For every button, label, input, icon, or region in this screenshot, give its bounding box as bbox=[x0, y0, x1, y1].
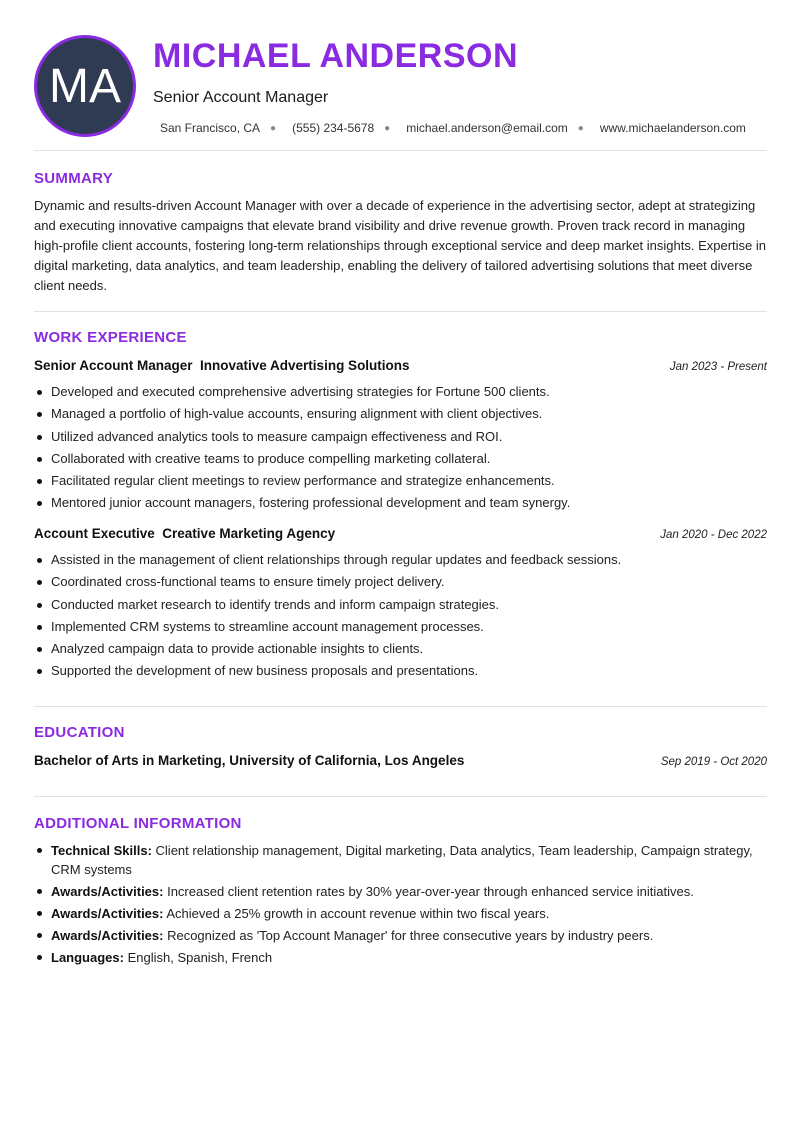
summary-heading: SUMMARY bbox=[34, 170, 114, 187]
info-value: Increased client retention rates by 30% year-over-year through enhanced service initiatives. bbox=[163, 884, 694, 899]
list-item bbox=[51, 841, 784, 879]
education-degree: Bachelor of Arts in Marketing, University of California, Los Angeles bbox=[34, 753, 465, 768]
info-label: Languages: bbox=[51, 950, 124, 965]
candidate-title: Senior Account Manager bbox=[153, 89, 329, 106]
info-value: Client relationship management, Digital marketing, Data analytics, Team leadership, Campaign strategy, CRM systems bbox=[51, 843, 753, 877]
avatar-initials: MA bbox=[49, 59, 121, 113]
list-item: Managed a portfolio of high-value accounts, ensuring alignment with client objectives. bbox=[51, 403, 784, 425]
job-role: Senior Account Manager Innovative Advertising Solutions bbox=[34, 358, 410, 373]
list-item bbox=[51, 948, 784, 967]
info-label: Awards/Activities: bbox=[51, 906, 164, 921]
list-item: Analyzed campaign data to provide actionable insights to clients. bbox=[51, 638, 784, 660]
list-item: Utilized advanced analytics tools to measure campaign effectiveness and ROI. bbox=[51, 426, 784, 448]
list-item: Developed and executed comprehensive advertising strategies for Fortune 500 clients. bbox=[51, 381, 784, 403]
section-divider bbox=[34, 706, 767, 707]
contact-website[interactable]: www.michaelanderson.com bbox=[599, 121, 746, 135]
list-item bbox=[51, 926, 784, 945]
avatar bbox=[34, 35, 136, 137]
list-item: Mentored junior account managers, fostering professional development and team synergy. bbox=[51, 492, 784, 514]
info-label: Awards/Activities: bbox=[51, 928, 164, 943]
list-item: Implemented CRM systems to streamline account management processes. bbox=[51, 616, 784, 638]
contact-separator: ● bbox=[270, 122, 277, 134]
contact-separator: ● bbox=[577, 122, 584, 134]
info-value: Recognized as 'Top Account Manager' for three consecutive years by industry peers. bbox=[163, 928, 654, 943]
contact-location: San Francisco, CA bbox=[160, 121, 261, 135]
list-item: Facilitated regular client meetings to review performance and strategize enhancements. bbox=[51, 470, 784, 492]
info-value: Achieved a 25% growth in account revenue within two fiscal years. bbox=[163, 906, 550, 921]
job-header bbox=[34, 358, 767, 373]
candidate-name: MICHAEL ANDERSON bbox=[153, 37, 519, 75]
info-value: English, Spanish, French bbox=[123, 950, 273, 965]
contact-email[interactable]: michael.anderson@email.com bbox=[406, 121, 568, 135]
list-item: Assisted in the management of client relationships through regular updates and feedback sessions. bbox=[51, 549, 784, 571]
education-heading: EDUCATION bbox=[34, 724, 125, 741]
list-item bbox=[51, 882, 784, 901]
section-divider bbox=[34, 311, 767, 312]
list-item: Supported the development of new business proposals and presentations. bbox=[51, 660, 784, 682]
list-item: Conducted market research to identify trends and inform campaign strategies. bbox=[51, 594, 784, 616]
additional-heading: ADDITIONAL INFORMATION bbox=[34, 815, 242, 832]
info-label: Awards/Activities: bbox=[51, 884, 164, 899]
contact-phone: (555) 234-5678 bbox=[292, 121, 375, 135]
additional-list bbox=[34, 841, 784, 970]
experience-heading: WORK EXPERIENCE bbox=[34, 329, 187, 346]
section-divider bbox=[34, 796, 767, 797]
section-divider bbox=[34, 150, 767, 151]
job-bullets bbox=[34, 549, 784, 683]
info-label: Technical Skills: bbox=[51, 843, 152, 858]
job-role: Account Executive Creative Marketing Agency bbox=[34, 526, 336, 541]
list-item: Coordinated cross-functional teams to ensure timely project delivery. bbox=[51, 571, 784, 593]
summary-text: Dynamic and results-driven Account Manager with over a decade of experience in the advertising sector, adept at strategizing and executing innovative campaigns that elevate brand visibility and drive revenue growth. Proven track record in managing high-profile client accounts, fostering long-term relationships through exceptional service and deep market insights. Expertise in digital marketing, data analytics, and team leadership, enabling the delivery of tailored advertising solutions that meet diverse client needs. bbox=[34, 198, 766, 293]
job-bullets bbox=[34, 381, 784, 515]
job-dates: Jan 2020 - Dec 2022 bbox=[660, 529, 767, 541]
education-entry bbox=[34, 753, 767, 768]
contact-separator: ● bbox=[384, 122, 391, 134]
list-item: Collaborated with creative teams to produce compelling marketing collateral. bbox=[51, 448, 784, 470]
education-dates: Sep 2019 - Oct 2020 bbox=[660, 756, 767, 768]
contact-row bbox=[160, 121, 760, 135]
job-dates: Jan 2023 - Present bbox=[669, 361, 767, 373]
list-item bbox=[51, 904, 784, 923]
job-header bbox=[34, 526, 767, 541]
